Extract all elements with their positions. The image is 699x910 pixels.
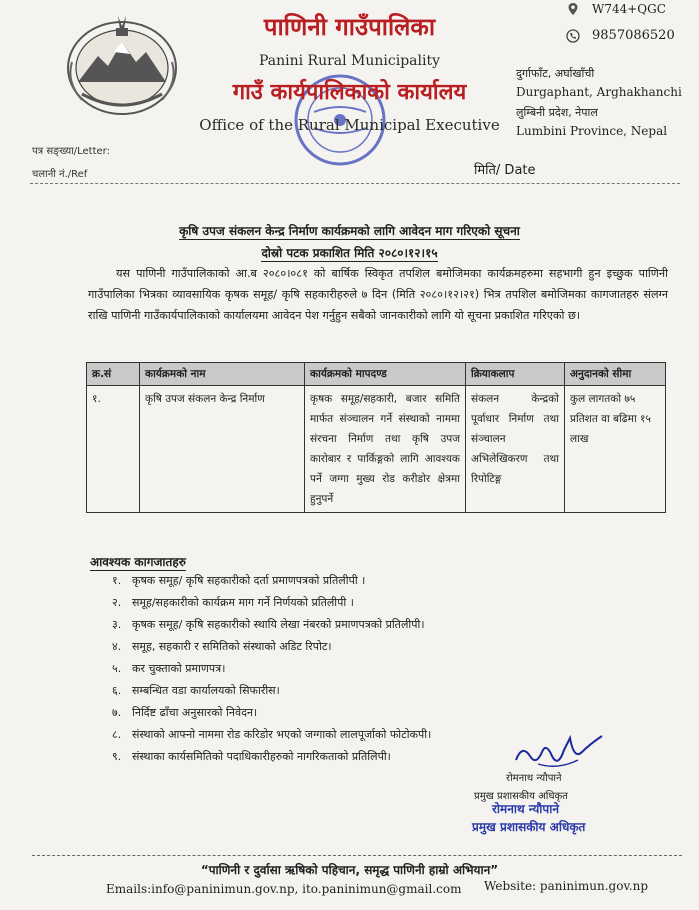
location-contact [566,2,666,16]
required-documents-heading: आवश्यक कागजातहरु [90,555,186,569]
header-serial: क्र.सं [87,363,140,386]
signatory-stamp-title: प्रमुख प्रशासकीय अधिकृत [472,820,586,834]
program-table [86,362,666,513]
plus-code: W744+QGC [592,2,666,16]
list-item: ५. कर चुक्ताको प्रमाणपत्र। [112,662,226,675]
phone-contact [566,28,675,43]
location-pin-icon [566,2,580,16]
handwritten-signature [508,730,608,774]
cell-criteria: कृषक समूह/सहकारी, बजार समिति मार्फत संञ्चालन गर्ने संस्थाको नाममा संरचना निर्माण तथा कृषि उपज कारोबार र पार्किङ्गको लागि आवश्यक पर्ने जग्गा मुख्य रोड करीडोर क्षेत्रमा हुनुपर्ने [305,386,466,513]
header-program-name: कार्यक्रमको नाम [140,363,305,386]
list-item: ४. समूह, सहकारी र समितिको संस्थाको अडिट रिपोट। [112,640,332,653]
reference-number-label: चलानी नं./Ref [32,169,88,180]
list-item: १. कृषक समूह/ कृषि सहकारीको दर्ता प्रमाणपत्रको प्रतिलीपी । [112,574,366,587]
office-name-nepali: गाउँ कार्यपालिकाको कार्यालय [232,80,467,105]
notice-title: कृषि उपज संकलन केन्द्र निर्माण कार्यक्रमको लागि आवेदन माग गरिएको सूचना [179,224,520,238]
footer-website: Website: paninimun.gov.np [484,879,649,893]
footer-email: Emails:info@paninimun.gov.np, ito.paninimun@gmail.com [106,882,462,896]
notice-body: यस पाणिनी गाउँपालिकाको आ.ब २०८०।०८१ को बार्षिक स्विकृत तपशिल बमोजिमका कार्यक्रमहरुमा सहभागी हुन इच्छुक पाणिनी गाउँपालिका भित्रका व्यावसायिक कृषक समूह/ कृषि सहकारीहरुले ७ दिन (मिति २०८०।१२।२१) भित्र तपशिल बमोजिमका कागजातहरु संलग्न राखि पाणिनी गाउँकार्यपालिकाको कार्यालयमा आवेदन पेश गर्नुहुन सबैको जानकारीको लागि यो सूचना प्रकाशित गरिएको छ। [88,267,668,322]
cell-program-name: कृषि उपज संकलन केन्द्र निर्माण [140,386,305,513]
required-documents-list [112,570,431,768]
address-nepali-line2: लुम्बिनी प्रदेश, नेपाल [516,106,598,119]
office-name-english: Office of the Rural Municipal Executive [199,116,500,134]
header-activity: क्रियाकलाप [466,363,565,386]
signatory-title: प्रमुख प्रशासकीय अधिकृत [474,791,568,802]
list-item: ६. सम्बन्धित वडा कार्यालयको सिफारीस। [112,684,280,697]
list-item: ८. संस्थाको आफ्नो नाममा रोड करिडोर भएको जग्गाको लालपूर्जाको फोटोकपी। [112,728,432,741]
notice-subtitle: दोस्रो पटक प्रकाशित मिति २०८०।१२।१५ [261,246,438,260]
cell-serial: १. [87,386,140,513]
municipality-name-nepali: पाणिनी गाउँपालिका [263,13,436,41]
cell-grant-limit: कुल लागतको ७५ प्रतिशत वा बढिमा १५ लाख [565,386,666,513]
list-item: ३. कृषक समूह/ कृषि सहकारीको स्थायि लेखा नंबरको प्रमाणपत्रको प्रतिलीपी। [112,618,425,631]
letter-number-label: पत्र सङ्ख्या/Letter: [32,146,110,157]
list-item: ७. निर्दिष्ट ढाँचा अनुसारको निवेदन। [112,706,258,719]
phone-icon [566,29,580,43]
footer-slogan: “पाणिनी र दुर्वासा ऋषिको पहिचान, समृद्ध पाणिनी हाम्रो अभियान” [200,863,499,877]
date-label: मिति/ Date [474,163,536,178]
cell-activity: संकलन केन्द्रको पूर्वाधार निर्माण तथा संञ्चालन अभिलेखिकरण तथा रिपोटिङ्ग [466,386,565,513]
signatory-name: रोमनाथ न्यौपाने [506,773,562,784]
address-english-line2: Lumbini Province, Nepal [516,124,668,138]
address-nepali-line1: दुर्गाफाँट, अर्घाखाँची [516,67,595,80]
footer-divider [32,855,682,856]
address-english-line1: Durgaphant, Arghakhanchi [516,85,682,99]
signatory-stamp-name: रोमनाथ न्यौपाने [492,802,559,816]
header-criteria: कार्यक्रमको मापदण्ड [305,363,466,386]
list-item: ९. संस्थाका कार्यसमितिको पदाधिकारीहरुको नागरिकताको प्रतिलिपी। [112,750,391,763]
phone-number: 9857086520 [592,28,675,43]
municipality-name-english: Panini Rural Municipality [258,53,441,69]
table-header-row [87,363,666,386]
table-row [87,386,666,513]
header-divider [30,183,680,184]
list-item: २. समूह/सहकारीको कार्यक्रम माग गर्ने निर्णयको प्रतिलीपी । [112,596,354,609]
header-grant-limit: अनुदानको सीमा [565,363,666,386]
